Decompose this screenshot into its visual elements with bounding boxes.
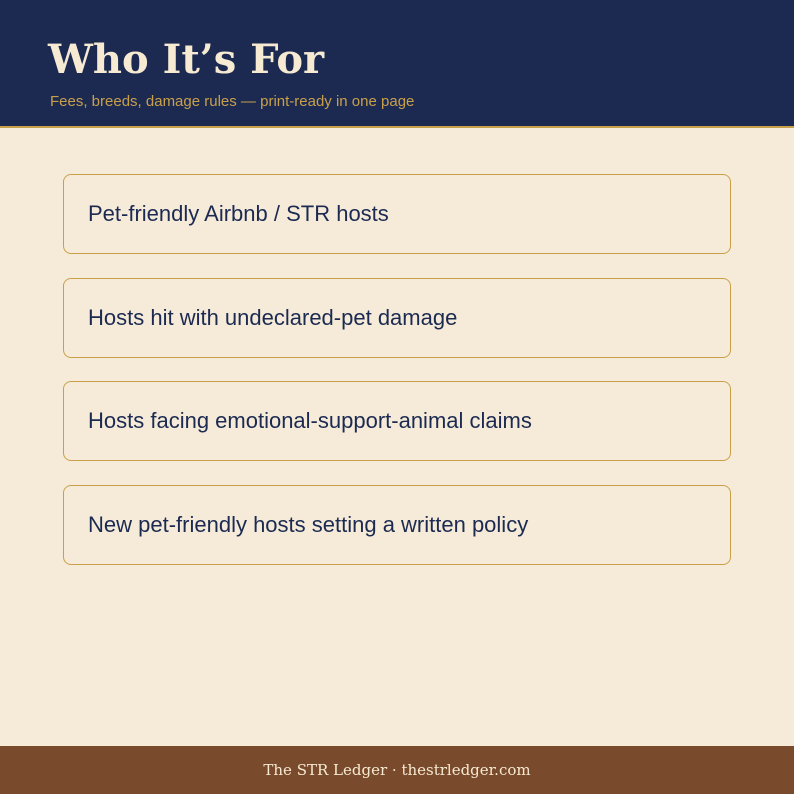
footer-text: The STR Ledger · thestrledger.com	[263, 761, 531, 779]
audience-card: New pet-friendly hosts setting a written policy	[63, 485, 731, 565]
audience-list	[63, 174, 731, 588]
audience-card: Hosts hit with undeclared-pet damage	[63, 278, 731, 358]
header-banner	[0, 0, 794, 128]
audience-card: Hosts facing emotional-support-animal claims	[63, 381, 731, 461]
audience-card: Pet-friendly Airbnb / STR hosts	[63, 174, 731, 254]
footer-bar	[0, 746, 794, 794]
page-subtitle: Fees, breeds, damage rules — print-ready in one page	[50, 93, 415, 110]
page-title: Who It’s For	[48, 36, 325, 83]
